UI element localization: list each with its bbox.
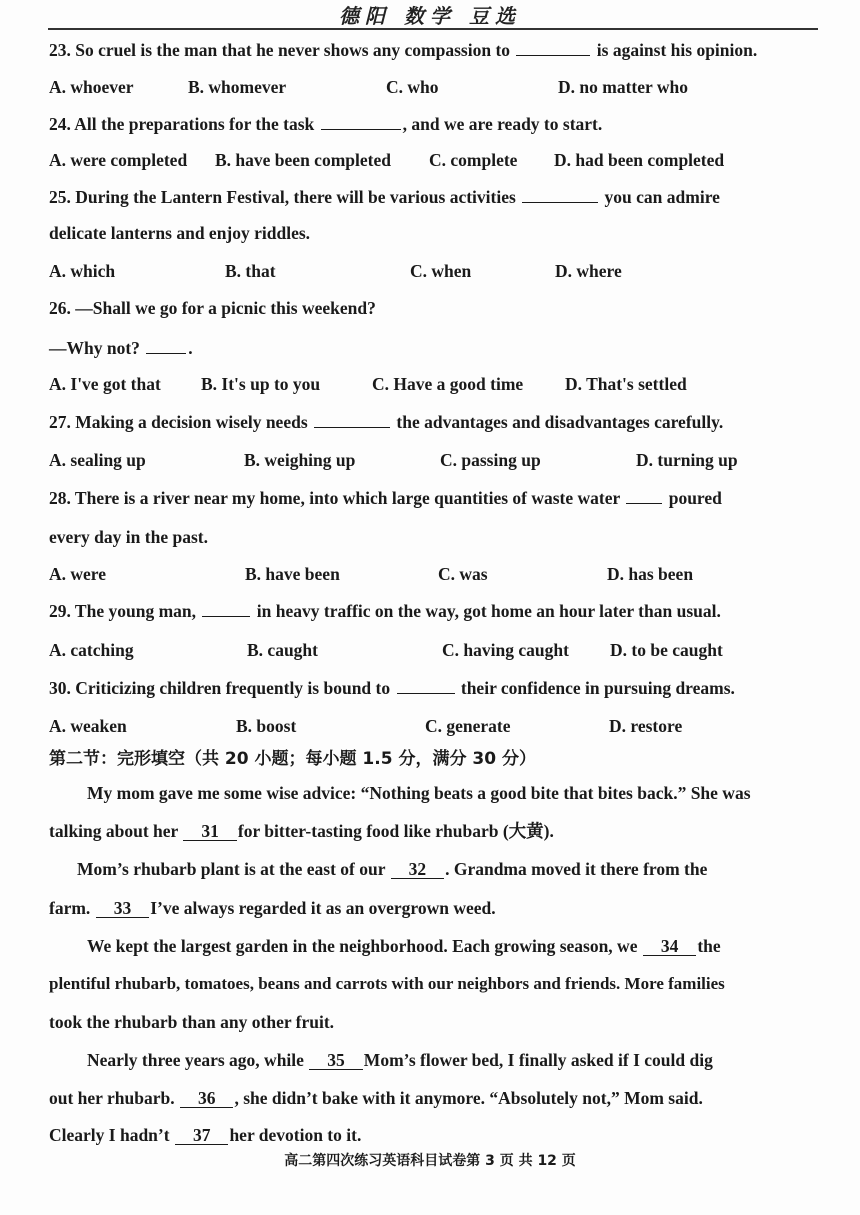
question-27-option-a: A. sealing up [49,450,146,470]
question-28-stem-cont: every day in the past. [49,527,208,547]
cloze-blank-34: 34 [643,937,697,956]
question-27-option-b: B. weighing up [244,450,356,470]
question-28-option-c: C. was [438,564,488,584]
question-25-option-a: A. which [49,261,116,281]
question-27-stem [49,411,723,433]
cloze-blank-36: 36 [180,1089,234,1108]
passage-text-5a: We kept the largest garden in the neighborhood. Each growing season, we [87,936,638,956]
question-26-blank [146,337,186,354]
question-23-option-d: D. no matter who [558,77,688,97]
question-23-stem [49,39,757,61]
question-30-text-a: 30. Criticizing children frequently is bound to [49,678,391,698]
passage-line-7: took the rhubarb than any other fruit. [49,1012,335,1032]
passage-line-3 [77,858,707,880]
question-24-option-d: D. had been completed [554,150,725,170]
passage-text-5b: the [697,936,721,956]
question-28-option-d: D. has been [607,564,694,584]
question-27-option-d: D. turning up [636,450,738,470]
question-30-option-c: C. generate [425,716,511,736]
cloze-blank-32: 32 [391,860,445,879]
question-29-options [49,639,829,661]
passage-line-2 [49,820,554,842]
passage-text-2a: talking about her [49,821,179,841]
page-footer: 高二第四次练习英语科目试卷第 3 页 共 12 页 [284,1153,576,1169]
question-29-option-b: B. caught [247,640,318,660]
page-header-title: 德阳 数学 豆选 [339,4,521,28]
question-23-text-b: is against his opinion. [596,40,758,60]
passage-text-10a: Clearly I hadn’t [49,1125,170,1145]
question-25-stem [49,186,720,208]
passage-text-3a: Mom’s rhubarb plant is at the east of our [77,859,386,879]
question-28-text-b: poured [668,488,722,508]
question-25-blank [522,186,598,203]
question-26-reply [49,337,193,359]
question-23-blank [516,39,590,56]
cloze-blank-37: 37 [175,1126,229,1145]
question-24-stem [49,113,602,135]
passage-line-6: plentiful rhubarb, tomatoes, beans and carrots with our neighbors and friends. More families [49,974,725,993]
passage-text-9a: out her rhubarb. [49,1088,175,1108]
question-29-option-a: A. catching [49,640,134,660]
passage-line-8 [87,1049,713,1071]
question-25-text-b: you can admire [604,187,720,207]
question-24-blank [321,113,401,130]
question-25-option-b: B. that [225,261,276,281]
question-29-blank [202,600,250,617]
question-28-text-a: 28. There is a river near my home, into which large quantities of waste water [49,488,620,508]
section-2-heading: 第二节：完形填空（共 20 小题；每小题 1.5 分，满分 30 分） [49,749,536,769]
question-28-stem [49,487,722,509]
cloze-blank-35: 35 [309,1051,363,1070]
passage-line-9 [49,1087,703,1109]
passage-text-2b: for bitter-tasting food like rhubarb (大黄). [237,821,554,841]
question-30-text-b: their confidence in pursuing dreams. [460,678,735,698]
passage-line-1: My mom gave me some wise advice: “Nothing beats a good bite that bites back.” She was [87,783,751,803]
question-24-text-b: , and we are ready to start. [402,114,603,134]
question-27-option-c: C. passing up [440,450,541,470]
question-27-text-a: 27. Making a decision wisely needs [49,412,308,432]
question-28-option-b: B. have been [245,564,340,584]
question-30-blank [397,677,455,694]
question-25-stem-cont: delicate lanterns and enjoy riddles. [49,223,311,243]
question-30-option-b: B. boost [236,716,297,736]
question-30-option-a: A. weaken [49,716,127,736]
question-29-option-d: D. to be caught [610,640,723,660]
question-28-options [49,563,829,585]
passage-text-4a: farm. [49,898,91,918]
question-30-stem [49,677,735,699]
question-26-option-c: C. Have a good time [372,374,524,394]
question-29-stem [49,600,721,622]
question-28-blank [626,487,662,504]
question-26-stem: 26. —Shall we go for a picnic this weekend? [49,298,376,318]
question-24-option-c: C. complete [429,150,518,170]
passage-text-3b: . Grandma moved it there from the [445,859,708,879]
question-26-text-b: —Why not? [49,338,140,358]
question-28-option-a: A. were [49,564,107,584]
passage-text-8a: Nearly three years ago, while [87,1050,304,1070]
question-25-text-a: 25. During the Lantern Festival, there will be various activities [49,187,516,207]
question-27-options [49,449,829,471]
question-24-text-a: 24. All the preparations for the task [49,114,315,134]
question-23-text-a: 23. So cruel is the man that he never shows any compassion to [49,40,511,60]
question-25-options [49,260,829,282]
question-26-option-d: D. That's settled [565,374,687,394]
cloze-blank-31: 31 [183,822,237,841]
question-25-option-c: C. when [410,261,472,281]
question-26-text-c: . [188,338,193,358]
question-26-option-b: B. It's up to you [201,374,321,394]
question-23-option-c: C. who [386,77,439,97]
question-30-options [49,715,829,737]
question-27-text-b: the advantages and disadvantages carefully. [396,412,724,432]
passage-text-10b: her devotion to it. [229,1125,362,1145]
passage-line-4 [49,897,496,919]
question-29-text-a: 29. The young man, [49,601,197,621]
question-26-options [49,373,829,395]
question-29-option-c: C. having caught [442,640,569,660]
cloze-blank-33: 33 [96,899,150,918]
question-26-option-a: A. I've got that [49,374,161,394]
passage-text-8b: Mom’s flower bed, I finally asked if I could dig [363,1050,713,1070]
question-27-blank [314,411,390,428]
passage-text-9b: , she didn’t bake with it anymore. “Absolutely not,” Mom said. [234,1088,703,1108]
question-23-option-b: B. whomever [188,77,287,97]
passage-line-5 [87,935,721,957]
question-23-option-a: A. whoever [49,77,134,97]
question-30-option-d: D. restore [609,716,683,736]
question-23-options [49,76,829,98]
question-29-text-b: in heavy traffic on the way, got home an hour later than usual. [256,601,721,621]
passage-line-10 [49,1124,361,1146]
question-24-options [49,149,829,171]
question-24-option-a: A. were completed [49,150,188,170]
header-rule [48,28,818,30]
question-25-option-d: D. where [555,261,622,281]
question-24-option-b: B. have been completed [215,150,391,170]
passage-text-4b: I’ve always regarded it as an overgrown weed. [150,898,496,918]
